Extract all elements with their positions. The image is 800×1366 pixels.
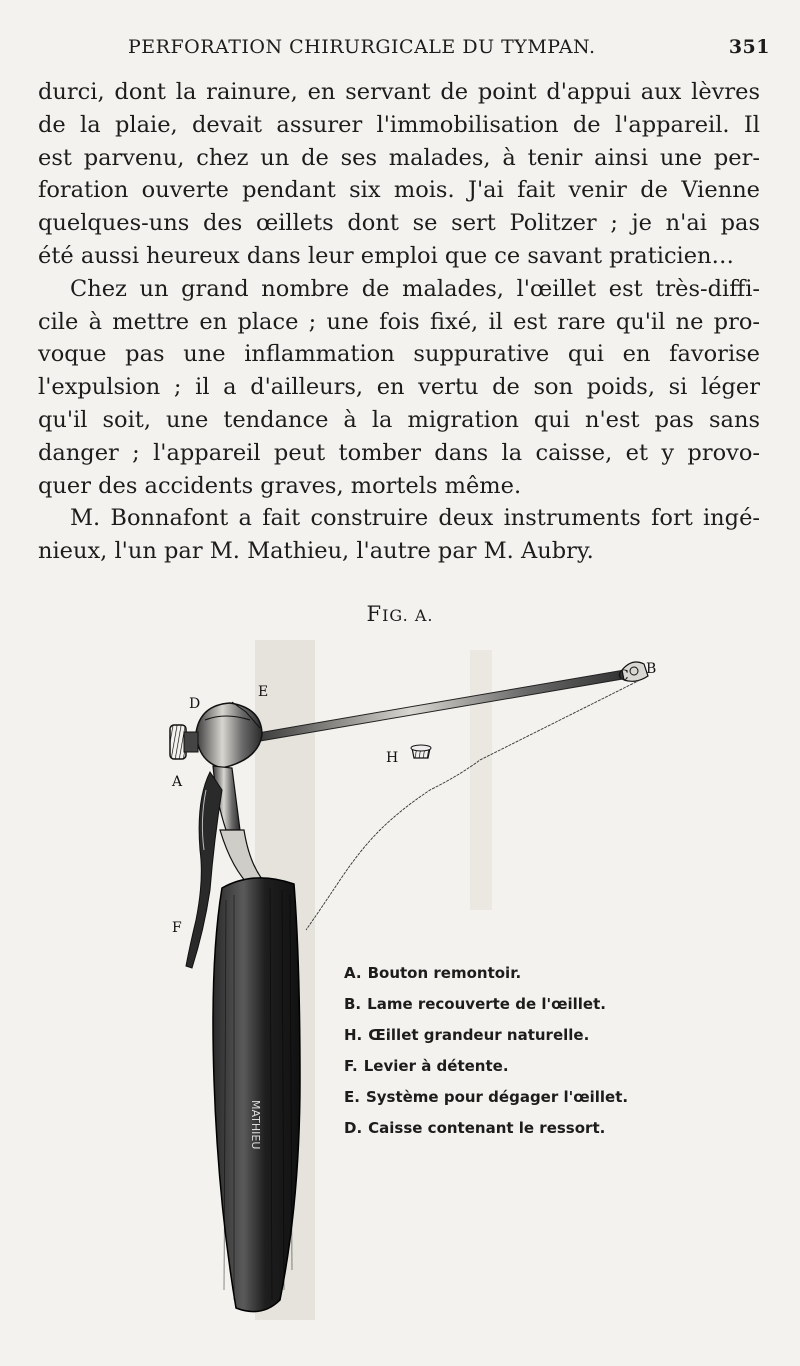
- label-h: H: [386, 750, 399, 766]
- legend-text: Bouton remontoir.: [367, 964, 522, 982]
- page-number: 351: [728, 36, 770, 58]
- label-a: A: [172, 774, 183, 790]
- running-head: [38, 36, 770, 66]
- figure-title-rest: IG. A.: [382, 606, 434, 625]
- text-line: nieux, l'un par M. Mathieu, l'autre par M. Aubry.: [38, 538, 594, 565]
- legend-key: A.: [344, 964, 362, 982]
- text-line: voque pas une inflammation suppurative qui en favorise: [38, 341, 760, 368]
- eyelet-rim: [411, 745, 431, 751]
- legend-text: Levier à détente.: [363, 1057, 509, 1075]
- legend-key: B.: [344, 995, 362, 1013]
- text-line: l'expulsion ; il a d'ailleurs, en vertu de son poids, si léger: [38, 374, 760, 401]
- figure-legend: [344, 958, 628, 1144]
- text-line: Chez un grand nombre de malades, l'œillet est très-diffi-: [70, 275, 760, 302]
- legend-key: D.: [344, 1119, 363, 1137]
- bleed-through-shape: [470, 650, 492, 910]
- legend-item: [344, 1020, 628, 1051]
- text-line: danger ; l'appareil peut tomber dans la caisse, et y provo-: [38, 439, 760, 466]
- knob-stem: [184, 732, 198, 752]
- label-c: C: [618, 668, 629, 684]
- figure-title: [0, 602, 800, 626]
- text-line: foration ouverte pendant six mois. J'ai fait venir de Vienne: [38, 177, 760, 204]
- legend-item: [344, 958, 628, 989]
- figure-title-lead: F: [366, 602, 383, 626]
- legend-key: F.: [344, 1057, 358, 1075]
- label-d: D: [189, 696, 201, 712]
- legend-text: Système pour dégager l'œillet.: [365, 1088, 629, 1106]
- running-title: PERFORATION CHIRURGICALE DU TYMPAN.: [128, 36, 596, 58]
- legend-item: [344, 1082, 628, 1113]
- legend-item: [344, 1051, 628, 1082]
- handle-engraving: MATHIEU: [249, 1100, 262, 1150]
- legend-text: Lame recouverte de l'œillet.: [367, 995, 606, 1013]
- text-line: quer des accidents graves, mortels même.: [38, 472, 522, 499]
- instrument-rod: [258, 668, 640, 741]
- legend-item: [344, 989, 628, 1020]
- legend-key: E.: [344, 1088, 360, 1106]
- text-line: de la plaie, devait assurer l'immobilisation de l'appareil. Il: [38, 111, 760, 138]
- text-line: quelques-uns des œillets dont se sert Politzer ; je n'ai pas: [38, 210, 760, 237]
- label-e: E: [258, 684, 269, 700]
- label-b: B: [646, 661, 657, 677]
- label-f: F: [172, 920, 182, 936]
- text-line: durci, dont la rainure, en servant de point d'appui aux lèvres: [38, 79, 760, 105]
- legend-text: Œillet grandeur naturelle.: [368, 1026, 590, 1044]
- text-line: M. Bonnafont a fait construire deux instruments fort ingé-: [70, 505, 760, 532]
- body-text: [38, 76, 760, 568]
- text-line: qu'il soit, une tendance à la migration qui n'est pas sans: [38, 406, 760, 433]
- legend-item: [344, 1113, 628, 1144]
- text-line: est parvenu, chez un de ses malades, à tenir ainsi une per-: [38, 144, 760, 171]
- text-line: cile à mettre en place ; une fois fixé, il est rare qu'il ne pro-: [38, 308, 760, 335]
- legend-text: Caisse contenant le ressort.: [368, 1119, 606, 1137]
- spring-case: [196, 703, 262, 768]
- legend-key: H.: [344, 1026, 363, 1044]
- text-line: été aussi heureux dans leur emploi que ce savant praticien…: [38, 242, 735, 269]
